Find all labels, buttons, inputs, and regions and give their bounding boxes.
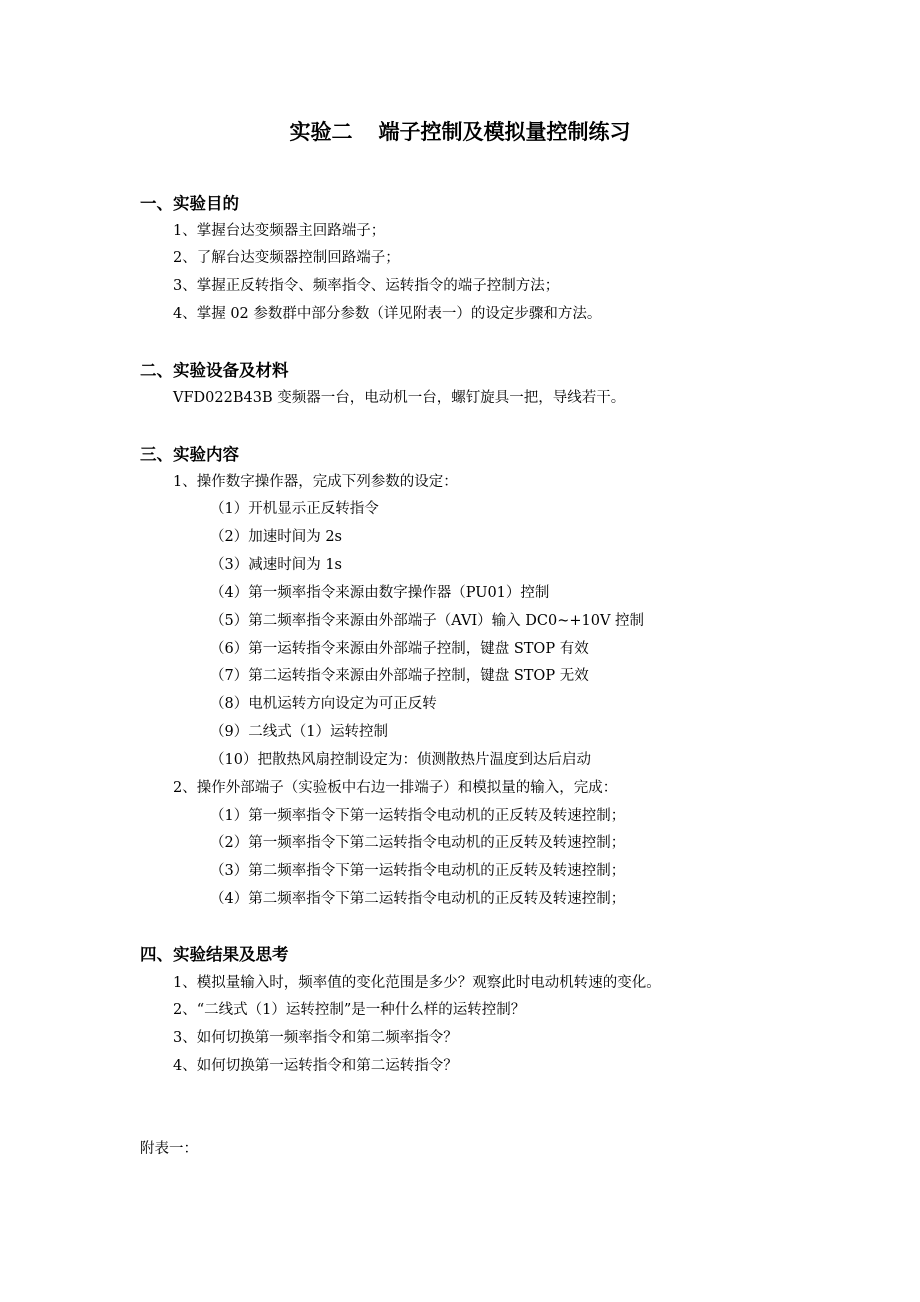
parameter-item: （2）加速时间为 2s [210,529,343,545]
content-item-1: 1、操作数字操作器，完成下列参数的设定： [173,474,458,490]
control-item: （4）第二频率指令下第二运转指令电动机的正反转及转速控制； [210,891,626,907]
parameter-item: （9）二线式（1）运转控制 [210,724,388,740]
control-item: （1）第一频率指令下第一运转指令电动机的正反转及转速控制； [210,808,626,824]
parameter-item: （5）第二频率指令来源由外部端子（AVI）输入 DC0~+10V 控制 [210,613,645,629]
parameter-item: （6）第一运转指令来源由外部端子控制，键盘 STOP 有效 [210,641,589,657]
parameter-item: （8）电机运转方向设定为可正反转 [210,696,437,712]
question-item: 2、“二线式（1）运转控制”是一种什么样的运转控制？ [173,1002,526,1018]
section-heading-objectives: 一、实验目的 [140,194,239,213]
title-part2: 端子控制及模拟量控制练习 [378,120,631,144]
objective-item: 3、掌握正反转指令、频率指令、运转指令的端子控制方法； [173,278,560,294]
control-item: （2）第一频率指令下第二运转指令电动机的正反转及转速控制； [210,835,626,851]
appendix-label: 附表一： [140,1141,198,1157]
control-item: （3）第二频率指令下第一运转指令电动机的正反转及转速控制； [210,863,626,879]
parameter-item: （10）把散热风扇控制设定为：侦测散热片温度到达后启动 [210,752,591,768]
parameter-item: （1）开机显示正反转指令 [210,501,379,517]
question-item: 3、如何切换第一频率指令和第二频率指令？ [173,1030,458,1046]
objective-item: 1、掌握台达变频器主回路端子； [173,223,386,239]
equipment-text: VFD022B43B 变频器一台，电动机一台，螺钉旋具一把，导线若干。 [173,390,626,406]
question-item: 1、模拟量输入时，频率值的变化范围是多少？观察此时电动机转速的变化。 [173,975,661,991]
section-heading-equipment: 二、实验设备及材料 [140,361,289,380]
parameter-item: （7）第二运转指令来源由外部端子控制，键盘 STOP 无效 [210,668,589,684]
section-heading-content: 三、实验内容 [140,445,239,464]
question-item: 4、如何切换第一运转指令和第二运转指令？ [173,1058,458,1074]
title-part1: 实验二 [289,120,353,144]
objective-item: 4、掌握 02 参数群中部分参数（详见附表一）的设定步骤和方法。 [173,306,602,322]
parameter-item: （4）第一频率指令来源由数字操作器（PU01）控制 [210,585,550,601]
parameter-item: （3）减速时间为 1s [210,557,343,573]
content-item-2: 2、操作外部端子（实验板中右边一排端子）和模拟量的输入，完成： [173,780,618,796]
document-title [0,116,920,146]
section-heading-results: 四、实验结果及思考 [140,945,289,964]
objective-item: 2、了解台达变频器控制回路端子； [173,250,400,266]
